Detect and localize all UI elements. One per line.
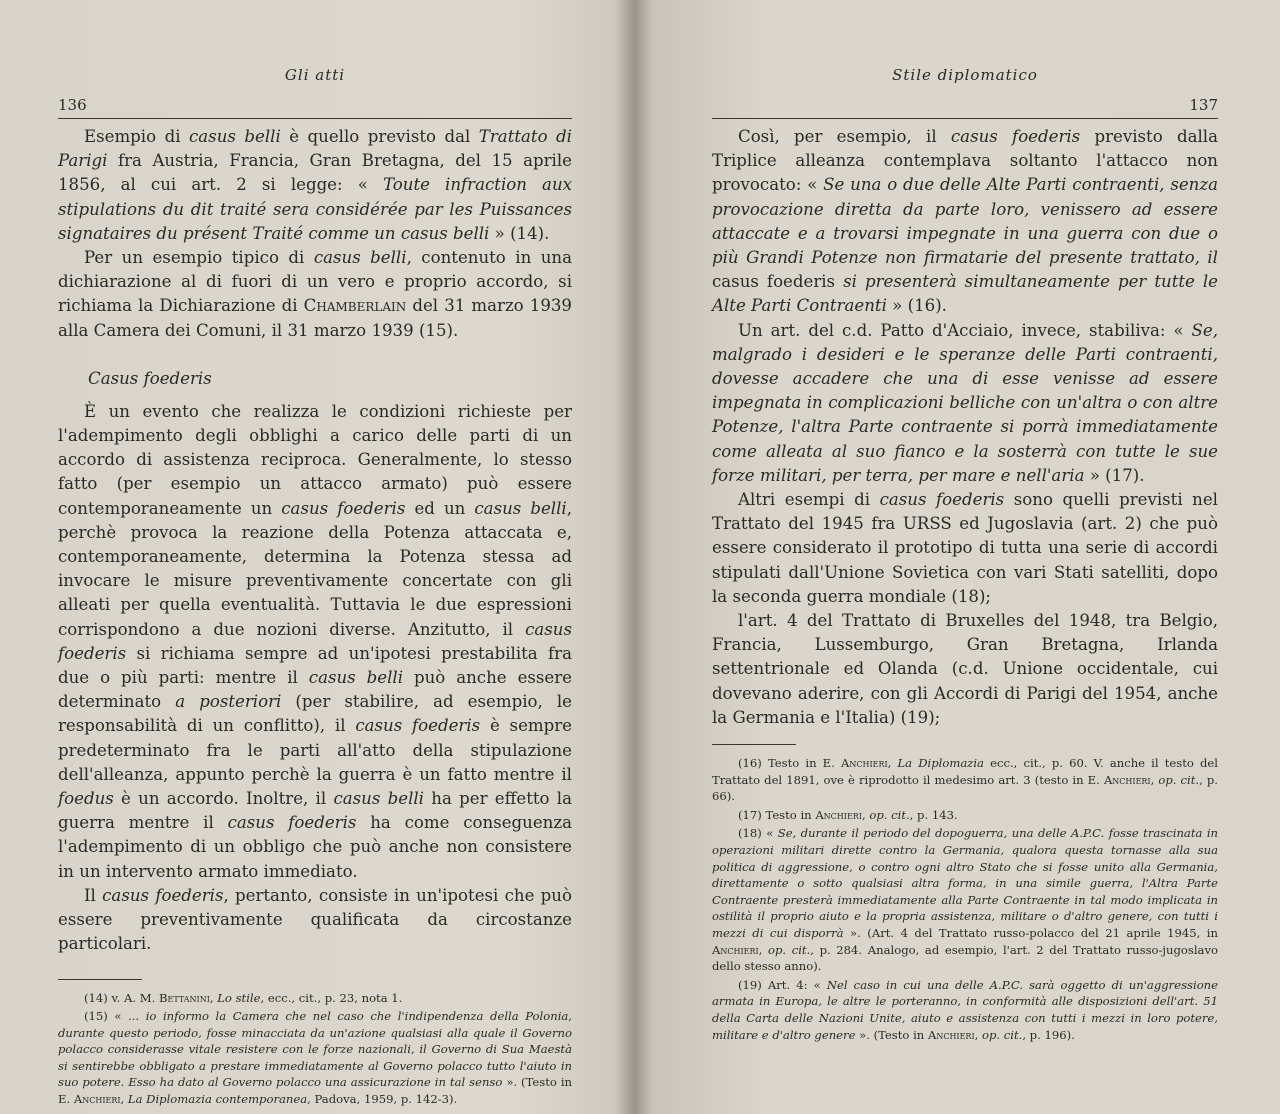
text-run: previsto dalla Triplice alleanza contemplava soltanto l'attacco non provocato: «	[712, 127, 1218, 195]
paragraph	[58, 246, 572, 343]
text-run: ,	[120, 1092, 128, 1107]
text-run: Esempio di	[84, 127, 189, 146]
text-run: op. cit.	[767, 942, 811, 957]
text-run: si presenterà simultaneamente per tutte le Alte Parti Contraenti	[712, 272, 1219, 316]
text-run: è sempre predeterminato fra le parti all'atto della stipulazione dell'alleanza, appunto perchè la guerra è un fatto mentre il	[58, 716, 572, 784]
text-run: Nel caso in cui una delle A.P.C. sarà oggetto di un'aggressione armata in Europa, le altre le porteranno, in conformità alle disposizioni dell'art. 51 della Carta delle Nazioni Unite, aiuto e assistenza con tutti i mezzi in loro potere, militare e d'altro genere	[712, 977, 1218, 1042]
left-page	[0, 0, 632, 1114]
text-run: (15) «	[84, 1009, 129, 1024]
text-run: , p. 143.	[909, 807, 958, 822]
text-run: casus belli	[189, 127, 281, 146]
text-run: » (17).	[1084, 465, 1145, 485]
text-run: Anchieri	[1103, 772, 1151, 787]
right-running-head-title: Stile diplomatico	[892, 66, 1038, 84]
text-run: sono quelli previsti nel Trattato del 1945 fra URSS ed Jugoslavia (art. 2) che può essere considerato il prototipo di tutta una serie di accordi stipulati dall'Unione Sovietica con vari Stati satelliti, dopo la seconda guerra mondiale (18);	[712, 490, 1218, 606]
left-footnotes	[58, 990, 572, 1108]
text-run: La Diplomazia	[897, 756, 984, 771]
text-run: casus foederis	[712, 272, 844, 292]
right-body	[712, 125, 1218, 730]
footnote	[712, 825, 1218, 974]
text-run: ». (Art. 4 del Trattato russo-polacco del 21 aprile 1945, in	[843, 926, 1218, 941]
footnote-rule	[712, 744, 796, 745]
text-run: (per stabilire, ad esempio, le responsabilità di un conflitto), il	[58, 692, 572, 736]
text-run: può anche essere determinato	[58, 668, 572, 712]
paragraph	[58, 400, 572, 884]
text-run: ha per effetto la guerra mentre il	[58, 789, 572, 833]
text-run: , Padova, 1959, p. 142-3).	[307, 1092, 458, 1107]
text-run: » (14).	[489, 223, 550, 243]
text-run: Così, per esempio, il	[738, 127, 951, 146]
footnote	[58, 1008, 572, 1108]
text-run: casus foederis	[879, 490, 1005, 510]
text-run: Anchieri	[73, 1092, 121, 1107]
text-run: Il	[84, 885, 103, 905]
text-run: Anchieri	[927, 1027, 975, 1042]
text-run: , p. 284. Analogo, ad esempio, l'art. 2 del Trattato russo-jugoslavo dello stesso anno).	[712, 942, 1218, 974]
text-run: casus belli	[474, 498, 567, 518]
footnote	[58, 990, 572, 1007]
left-body-top	[58, 125, 572, 343]
text-run: Bettanini	[159, 990, 210, 1005]
text-run: è quello previsto dal	[280, 127, 479, 146]
left-running-head	[58, 66, 572, 119]
text-run: ,	[1150, 772, 1159, 787]
text-run: Trattato di Parigi	[58, 127, 572, 171]
text-run: , pertanto, consiste in un'ipotesi che può essere preventivamente qualificata da circostanze particolari.	[58, 885, 572, 954]
text-run: , ecc., cit., p. 23, nota 1.	[260, 990, 403, 1005]
paragraph	[712, 125, 1218, 319]
text-run: Se una o due delle Alte Parti contraenti, senza provocazione diretta da parte loro, venissero ad essere attaccate e a trovarsi impegnate in una guerra con due o più Grandi Potenze non firmatarie del presente trattato, il	[712, 175, 1218, 268]
text-run: La Diplomazia contemporanea	[127, 1092, 308, 1107]
paragraph	[712, 609, 1218, 730]
text-run: ha come conseguenza l'adempimento di un obbligo che può anche non consistere in un intervento armato immediato.	[58, 813, 572, 881]
right-footnotes	[712, 755, 1218, 1043]
text-run: ... io informo la Camera che nel caso che l'indipendenza della Polonia, durante questo periodo, fosse minacciata da un'azione qualsiasi alla quale il Governo polacco considerasse vitale resistere con le forze nazionali, il Governo di Sua Maestà si sentirebbe obbligato a prestare immediatamente al Governo polacco tutto l'aiuto in suo potere. Esso ha dato al Governo polacco una assicurazione in tal senso	[58, 1009, 572, 1090]
text-run: op. cit.	[869, 807, 910, 822]
text-run: a posteriori	[175, 692, 282, 712]
text-run: , p. 196).	[1022, 1027, 1075, 1042]
text-run: Anchieri	[840, 756, 888, 771]
text-run: Lo stile	[217, 990, 261, 1005]
text-run: ». (Testo in E.	[58, 1075, 572, 1107]
text-run: casus belli	[313, 248, 407, 268]
footnote-rule	[58, 979, 142, 980]
right-page-number: 137	[1189, 96, 1218, 114]
text-run: op. cit.	[981, 1027, 1023, 1042]
footnote	[712, 807, 1218, 824]
text-run: Per un esempio tipico di	[84, 248, 314, 268]
left-body-section	[58, 400, 572, 957]
text-run: , contenuto in una dichiarazione al di fuori di un vero e proprio accordo, si richiama la Dichiarazione di	[58, 248, 572, 316]
text-run: ,	[974, 1027, 982, 1042]
text-run: (17) Testo in	[738, 807, 816, 822]
right-running-head	[712, 66, 1218, 119]
text-run: fra Austria, Francia, Gran Bretagna, del 15 aprile 1856, al cui art. 2 si legge: «	[58, 151, 572, 195]
text-run: Anchieri	[815, 807, 862, 822]
right-page	[642, 0, 1280, 1114]
left-running-head-title: Gli atti	[284, 66, 346, 84]
text-run: ». (Testo in	[855, 1027, 928, 1042]
text-run: Se, durante il periodo del dopoguerra, una delle A.P.C. fosse trascinata in operazioni militari dirette contro la Germania, qualora questa tornasse alla sua politica di aggressione, o contro ogni altro Stato che si fosse unito alla Germania, direttamente o sotto qualsiasi altra forma, in una simile guerra, l'Altra Parte Contraente presterà immediatamente alla Parte Contraente in tal modo implicata in ostilità il proprio aiuto e la propria assistenza, militare o d'altro genere, con tutti i mezzi di cui disporrà	[712, 826, 1218, 941]
text-run: è un accordo. Inoltre, il	[113, 789, 334, 809]
text-run: Anchieri	[712, 942, 759, 957]
text-run: ed un	[405, 498, 475, 518]
text-run: foedus	[58, 789, 114, 809]
text-run: l'art. 4 del Trattato di Bruxelles del 1948, tra Belgio, Francia, Lussemburgo, Gran Bretagna, Irlanda settentrionale ed Olanda (c.d. Unione occidentale, cui dovevano aderire, con gli Accordi di Parigi del 1954, anche la Germania e l'Italia) (19);	[712, 611, 1218, 727]
paragraph	[712, 319, 1218, 488]
text-run: ,	[209, 990, 218, 1005]
footnote	[712, 755, 1218, 805]
text-run: , p. 66).	[712, 772, 1218, 804]
text-run: (19) Art. 4: «	[738, 977, 827, 992]
left-page-number: 136	[58, 96, 87, 114]
text-run: casus foederis	[58, 619, 572, 663]
text-run: ,	[758, 942, 768, 957]
text-run: casus foederis	[950, 127, 1081, 146]
text-run: Se, malgrado i desideri e le speranze delle Parti contraenti, dovesse accadere che una di esse venisse ad essere impegnata in complicazioni belliche con un'altra o con altre Potenze, l'altra Parte contraente si porrà immediatamente come alleata al suo fianco e la sosterrà con tutte le sue forze militari, per terra, per mare e nell'aria	[712, 320, 1218, 485]
text-run: Toute infraction aux stipulations du dit traité sera considérée par les Puissances signataires du présent Traité comme un casus belli	[58, 175, 572, 243]
footnote	[712, 977, 1218, 1043]
text-run: Altri esempi di	[738, 490, 880, 510]
text-run: ,	[861, 807, 870, 822]
text-run: si richiama sempre ad un'ipotesi prestabilita fra due o più parti: mentre il	[58, 643, 572, 688]
text-run: casus belli	[333, 789, 424, 809]
paragraph	[712, 488, 1218, 609]
text-run: casus foederis	[355, 716, 481, 736]
text-run: casus foederis	[102, 885, 224, 905]
text-run: (18) «	[738, 826, 778, 841]
text-run: ,	[887, 756, 898, 771]
text-run: ecc., cit., p. 60. V. anche il testo del Trattato del 1891, ove è riprodotto il medesimo art. 3 (testo in E.	[712, 756, 1218, 787]
text-run: Un art. del c.d. Patto d'Acciaio, invece, stabiliva: «	[738, 320, 1192, 340]
text-run: , perchè provoca la reazione della Potenza attaccata e, contemporaneamente, determina la Potenza stessa ad invocare le misure preventivamente concertate con gli alleati per quella eventualità. Tuttavia le due espressioni corrispondono a due nozioni diverse. Anzitutto, il	[58, 498, 573, 639]
text-run: (14) v. A. M.	[84, 990, 160, 1005]
text-run: casus foederis	[227, 813, 357, 833]
section-title: Casus foederis	[88, 368, 212, 388]
text-run: (16) Testo in E.	[738, 756, 841, 771]
text-run: del 31 marzo 1939 alla Camera dei Comuni, il 31 marzo 1939 (15).	[58, 296, 572, 340]
text-run: casus belli	[308, 668, 404, 688]
text-run: » (16).	[886, 296, 947, 316]
text-run: casus foederis	[281, 498, 406, 518]
text-run: Chamberlain	[303, 296, 407, 316]
paragraph	[58, 125, 572, 246]
paragraph	[58, 884, 572, 957]
text-run: op. cit.	[1158, 772, 1200, 787]
text-run: È un evento che realizza le condizioni richieste per l'adempimento degli obblighi a carico delle parti di un accordo di assistenza reciproca. Generalmente, lo stesso fatto (per esempio un attacco armato) può essere contemporaneamente un	[58, 401, 572, 518]
